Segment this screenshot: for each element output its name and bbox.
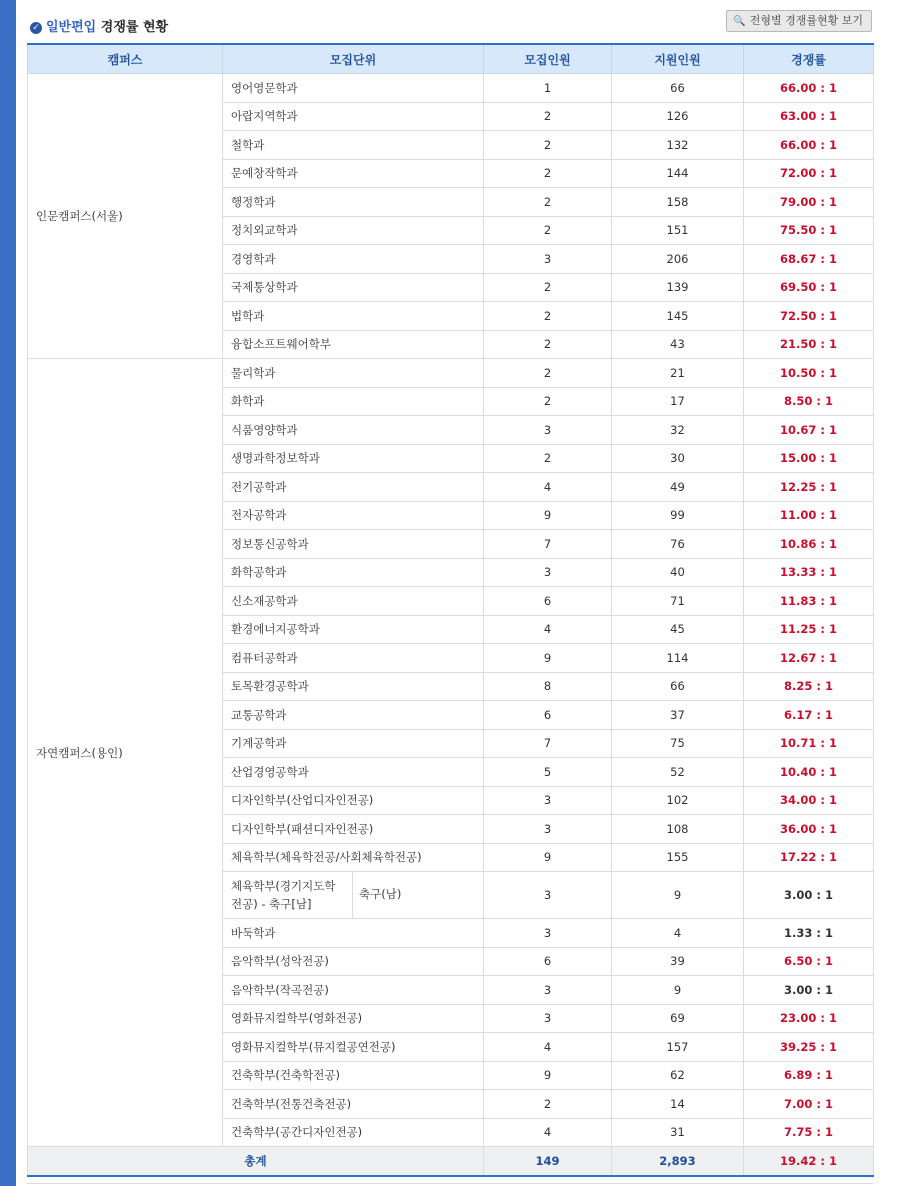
quota-cell: 4 (484, 473, 612, 502)
quota-cell: 3 (484, 976, 612, 1005)
rate-cell: 23.00 : 1 (744, 1004, 874, 1033)
check-circle-icon: ✓ (30, 22, 42, 34)
dept-cell: 영화뮤지컬학부(뮤지컬공연전공) (223, 1033, 484, 1062)
campus-cell: 자연캠퍼스(용인) (28, 359, 223, 1147)
quota-cell: 3 (484, 919, 612, 948)
dept-cell: 물리학과 (223, 359, 484, 388)
rate-cell: 79.00 : 1 (744, 188, 874, 217)
dept-cell: 화학과 (223, 387, 484, 416)
applicants-cell: 17 (612, 387, 744, 416)
title-admission-type: 일반편입 (46, 20, 97, 35)
rate-cell: 10.40 : 1 (744, 758, 874, 787)
quota-cell: 2 (484, 188, 612, 217)
quota-cell: 2 (484, 387, 612, 416)
applicants-cell: 9 (612, 976, 744, 1005)
applicants-cell: 52 (612, 758, 744, 787)
quota-cell: 3 (484, 558, 612, 587)
quota-cell: 2 (484, 159, 612, 188)
search-icon: 🔍 (733, 16, 746, 27)
applicants-cell: 40 (612, 558, 744, 587)
quota-cell: 6 (484, 701, 612, 730)
applicants-cell: 31 (612, 1118, 744, 1147)
dept-cell: 건축학부(전통건축전공) (223, 1090, 484, 1119)
rate-cell: 69.50 : 1 (744, 273, 874, 302)
dept-cell: 영화뮤지컬학부(영화전공) (223, 1004, 484, 1033)
dept-cell: 법학과 (223, 302, 484, 331)
quota-cell: 7 (484, 729, 612, 758)
rate-cell: 11.83 : 1 (744, 587, 874, 616)
applicants-cell: 132 (612, 131, 744, 160)
rate-cell: 11.00 : 1 (744, 501, 874, 530)
col-header-unit: 모집단위 (223, 44, 484, 74)
total-row (28, 1147, 874, 1177)
section-header (30, 10, 872, 40)
rate-cell: 10.50 : 1 (744, 359, 874, 388)
col-header-rate: 경쟁률 (744, 44, 874, 74)
quota-cell: 6 (484, 947, 612, 976)
table-body (28, 74, 874, 1177)
section-title (30, 16, 168, 35)
rate-cell: 34.00 : 1 (744, 786, 874, 815)
quota-cell: 4 (484, 1033, 612, 1062)
applicants-cell: 32 (612, 416, 744, 445)
quota-cell: 7 (484, 530, 612, 559)
dept-cell: 환경에너지공학과 (223, 615, 484, 644)
dept-cell: 철학과 (223, 131, 484, 160)
dept-cell: 디자인학부(산업디자인전공) (223, 786, 484, 815)
quota-cell: 2 (484, 444, 612, 473)
quota-cell: 2 (484, 1090, 612, 1119)
view-by-type-label: 전형별 경쟁률현황 보기 (749, 14, 863, 27)
applicants-cell: 14 (612, 1090, 744, 1119)
applicants-cell: 71 (612, 587, 744, 616)
rate-cell: 63.00 : 1 (744, 102, 874, 131)
applicants-cell: 206 (612, 245, 744, 274)
total-quota-cell: 149 (484, 1147, 612, 1177)
applicants-cell: 37 (612, 701, 744, 730)
rate-cell: 66.00 : 1 (744, 74, 874, 103)
title-suffix: 경쟁률 현황 (100, 20, 169, 35)
rate-cell: 8.25 : 1 (744, 672, 874, 701)
rate-cell: 3.00 : 1 (744, 872, 874, 919)
rate-cell: 12.67 : 1 (744, 644, 874, 673)
dept-cell: 국제통상학과 (223, 273, 484, 302)
rate-cell: 6.17 : 1 (744, 701, 874, 730)
quota-cell: 3 (484, 815, 612, 844)
rate-cell: 39.25 : 1 (744, 1033, 874, 1062)
dept-cell: 체육학부(체육학전공/사회체육학전공) (223, 843, 484, 872)
applicants-cell: 43 (612, 330, 744, 359)
applicants-cell: 114 (612, 644, 744, 673)
applicants-cell: 126 (612, 102, 744, 131)
applicants-cell: 76 (612, 530, 744, 559)
dept-cell: 식품영양학과 (223, 416, 484, 445)
bottom-divider (27, 1183, 873, 1184)
dept-cell: 경영학과 (223, 245, 484, 274)
applicants-cell: 62 (612, 1061, 744, 1090)
applicants-cell: 69 (612, 1004, 744, 1033)
col-header-applicants: 지원인원 (612, 44, 744, 74)
dept-cell: 전기공학과 (223, 473, 484, 502)
rate-cell: 68.67 : 1 (744, 245, 874, 274)
table-header-row (28, 44, 874, 74)
dept-cell: 문예창작학과 (223, 159, 484, 188)
rate-cell: 6.50 : 1 (744, 947, 874, 976)
applicants-cell: 108 (612, 815, 744, 844)
rate-cell: 6.89 : 1 (744, 1061, 874, 1090)
rate-cell: 7.00 : 1 (744, 1090, 874, 1119)
applicants-cell: 30 (612, 444, 744, 473)
left-sidebar-strip (0, 0, 16, 1186)
rate-cell: 8.50 : 1 (744, 387, 874, 416)
quota-cell: 9 (484, 1061, 612, 1090)
dept-cell: 체육학부(경기지도학전공) - 축구[남] (223, 872, 353, 919)
quota-cell: 3 (484, 1004, 612, 1033)
rate-cell: 10.86 : 1 (744, 530, 874, 559)
quota-cell: 2 (484, 273, 612, 302)
dept-cell: 디자인학부(패션디자인전공) (223, 815, 484, 844)
dept-cell: 건축학부(공간디자인전공) (223, 1118, 484, 1147)
applicants-cell: 151 (612, 216, 744, 245)
dept-cell: 융합소프트웨어학부 (223, 330, 484, 359)
applicants-cell: 49 (612, 473, 744, 502)
dept-sub-cell: 축구(남) (353, 872, 484, 919)
quota-cell: 2 (484, 131, 612, 160)
total-label-cell: 총계 (28, 1147, 484, 1177)
dept-cell: 화학공학과 (223, 558, 484, 587)
rate-cell: 3.00 : 1 (744, 976, 874, 1005)
rate-cell: 21.50 : 1 (744, 330, 874, 359)
rate-cell: 7.75 : 1 (744, 1118, 874, 1147)
dept-cell: 아랍지역학과 (223, 102, 484, 131)
applicants-cell: 102 (612, 786, 744, 815)
quota-cell: 2 (484, 102, 612, 131)
rate-cell: 13.33 : 1 (744, 558, 874, 587)
applicants-cell: 9 (612, 872, 744, 919)
quota-cell: 5 (484, 758, 612, 787)
dept-cell: 교통공학과 (223, 701, 484, 730)
rate-cell: 36.00 : 1 (744, 815, 874, 844)
quota-cell: 2 (484, 330, 612, 359)
applicants-cell: 75 (612, 729, 744, 758)
applicants-cell: 157 (612, 1033, 744, 1062)
rate-cell: 15.00 : 1 (744, 444, 874, 473)
quota-cell: 2 (484, 216, 612, 245)
quota-cell: 3 (484, 872, 612, 919)
quota-cell: 4 (484, 615, 612, 644)
view-by-type-button[interactable] (726, 10, 872, 32)
dept-cell: 음악학부(성악전공) (223, 947, 484, 976)
col-header-quota: 모집인원 (484, 44, 612, 74)
rate-cell: 17.22 : 1 (744, 843, 874, 872)
applicants-cell: 39 (612, 947, 744, 976)
quota-cell: 3 (484, 416, 612, 445)
total-rate-cell: 19.42 : 1 (744, 1147, 874, 1177)
table-row (28, 359, 874, 388)
rate-cell: 72.50 : 1 (744, 302, 874, 331)
rate-cell: 75.50 : 1 (744, 216, 874, 245)
rate-cell: 10.71 : 1 (744, 729, 874, 758)
applicants-cell: 139 (612, 273, 744, 302)
quota-cell: 3 (484, 245, 612, 274)
quota-cell: 2 (484, 302, 612, 331)
quota-cell: 8 (484, 672, 612, 701)
dept-cell: 신소재공학과 (223, 587, 484, 616)
quota-cell: 4 (484, 1118, 612, 1147)
dept-cell: 생명과학정보학과 (223, 444, 484, 473)
applicants-cell: 4 (612, 919, 744, 948)
table-row (28, 74, 874, 103)
campus-cell: 인문캠퍼스(서울) (28, 74, 223, 359)
applicants-cell: 158 (612, 188, 744, 217)
dept-cell: 토목환경공학과 (223, 672, 484, 701)
total-applicants-cell: 2,893 (612, 1147, 744, 1177)
quota-cell: 3 (484, 786, 612, 815)
rate-cell: 10.67 : 1 (744, 416, 874, 445)
col-header-campus: 캠퍼스 (28, 44, 223, 74)
quota-cell: 9 (484, 843, 612, 872)
dept-cell: 컴퓨터공학과 (223, 644, 484, 673)
rate-cell: 11.25 : 1 (744, 615, 874, 644)
dept-cell: 전자공학과 (223, 501, 484, 530)
dept-cell: 기계공학과 (223, 729, 484, 758)
rate-cell: 12.25 : 1 (744, 473, 874, 502)
dept-cell: 영어영문학과 (223, 74, 484, 103)
applicants-cell: 45 (612, 615, 744, 644)
rate-cell: 1.33 : 1 (744, 919, 874, 948)
dept-cell: 음악학부(작곡전공) (223, 976, 484, 1005)
applicants-cell: 144 (612, 159, 744, 188)
quota-cell: 9 (484, 644, 612, 673)
quota-cell: 2 (484, 359, 612, 388)
quota-cell: 6 (484, 587, 612, 616)
dept-cell: 건축학부(건축학전공) (223, 1061, 484, 1090)
dept-cell: 정보통신공학과 (223, 530, 484, 559)
dept-cell: 행정학과 (223, 188, 484, 217)
applicants-cell: 66 (612, 672, 744, 701)
applicants-cell: 155 (612, 843, 744, 872)
quota-cell: 9 (484, 501, 612, 530)
quota-cell: 1 (484, 74, 612, 103)
applicants-cell: 21 (612, 359, 744, 388)
applicants-cell: 99 (612, 501, 744, 530)
dept-cell: 정치외교학과 (223, 216, 484, 245)
dept-cell: 산업경영공학과 (223, 758, 484, 787)
applicants-cell: 145 (612, 302, 744, 331)
dept-cell: 바둑학과 (223, 919, 484, 948)
applicants-cell: 66 (612, 74, 744, 103)
competition-rate-table (27, 43, 874, 1177)
rate-cell: 72.00 : 1 (744, 159, 874, 188)
rate-cell: 66.00 : 1 (744, 131, 874, 160)
